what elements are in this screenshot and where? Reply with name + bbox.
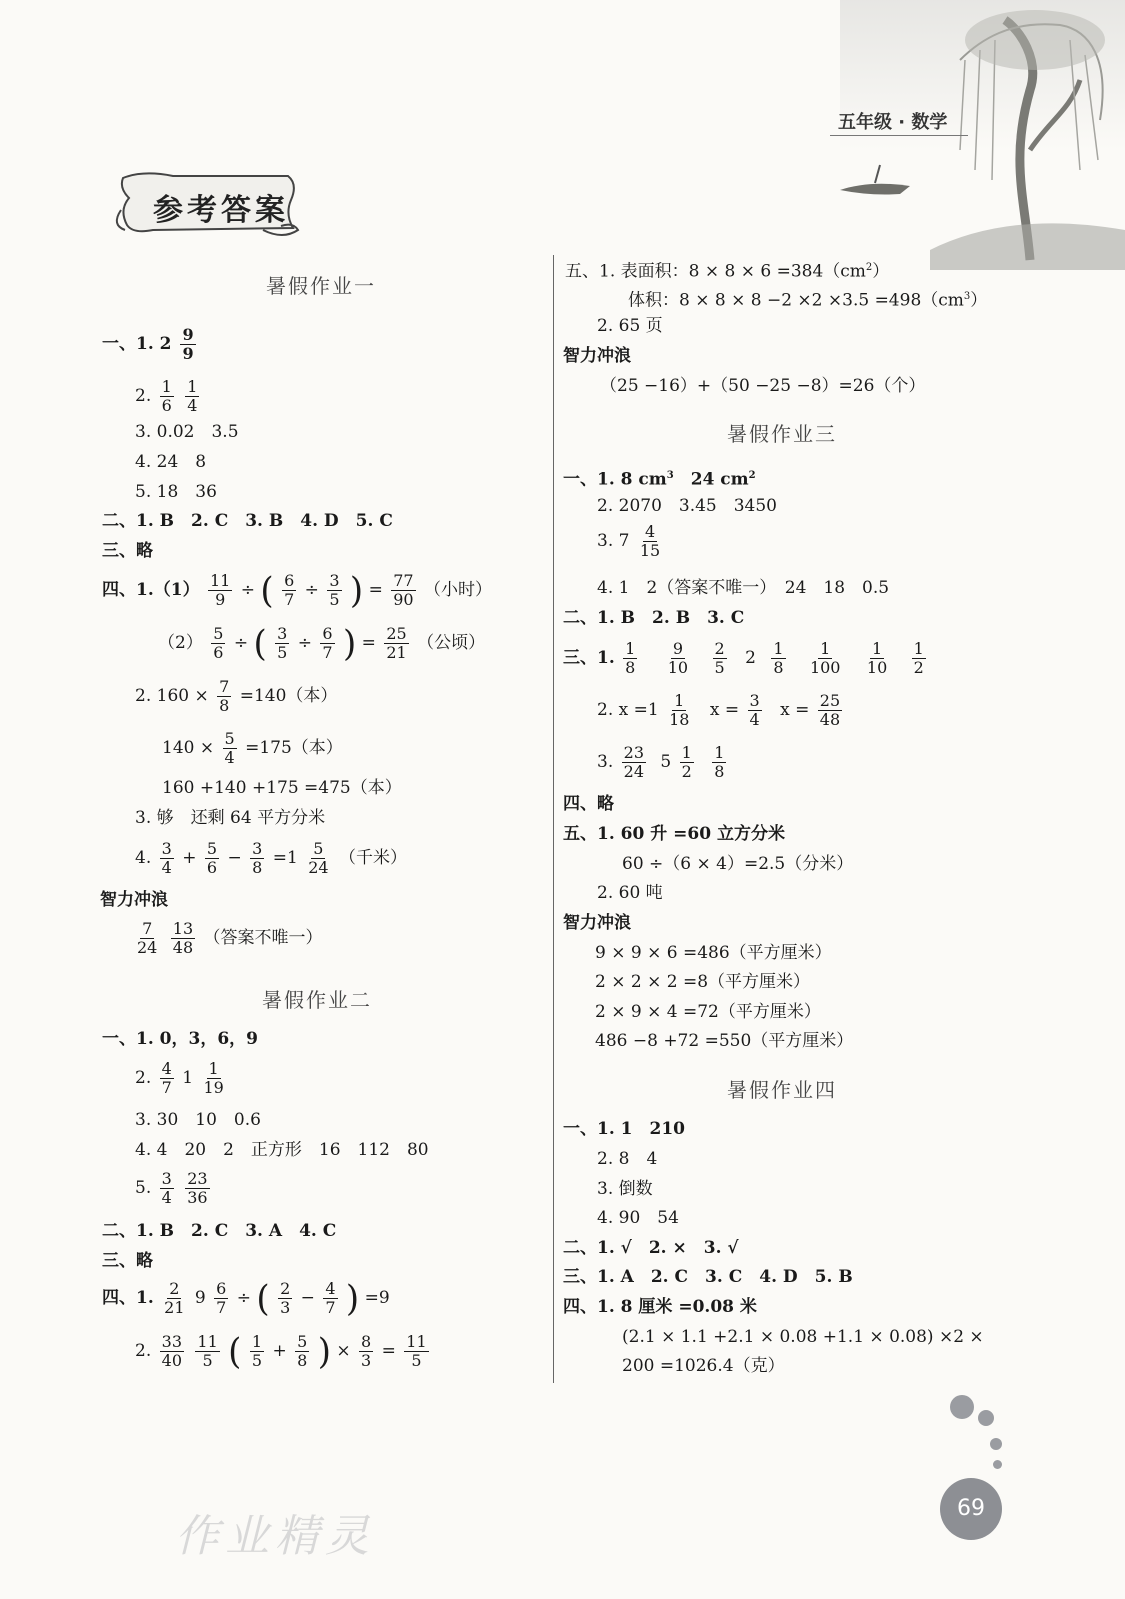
- right-paren: ): [317, 1330, 331, 1373]
- fraction: [666, 640, 690, 677]
- denominator: 8: [252, 858, 263, 877]
- numerator: 3: [252, 839, 263, 858]
- numerator: 6: [284, 571, 295, 590]
- answer-line: 2. 2070 3.45 3450: [597, 496, 778, 516]
- answer-line: 一、1. 0，3，6，9: [102, 1029, 258, 1049]
- label: 4.: [135, 848, 152, 868]
- fraction: [211, 625, 225, 662]
- fraction: [275, 625, 289, 662]
- denominator: 9: [215, 590, 226, 609]
- denominator: 4: [161, 1188, 172, 1207]
- section-title-1: 暑假作业一: [266, 274, 376, 298]
- subject-header: 五年级 · 数学: [838, 112, 948, 133]
- fraction: [384, 625, 408, 662]
- denominator: 2: [913, 658, 924, 677]
- numerator: 1: [714, 743, 725, 762]
- value: 2: [159, 334, 172, 354]
- label: 3.: [597, 752, 614, 772]
- fraction: [160, 1060, 174, 1097]
- answer-line: [563, 464, 756, 492]
- label: 一、1.: [102, 334, 154, 354]
- answer-line: 3. 30 10 0.6: [135, 1110, 261, 1130]
- denominator: 7: [216, 1298, 227, 1317]
- operator: ÷: [233, 633, 249, 653]
- fraction: [160, 840, 174, 877]
- fraction: [217, 678, 231, 715]
- fraction: [160, 1333, 184, 1370]
- left-paren: (: [260, 569, 274, 612]
- denominator: 19: [203, 1078, 224, 1097]
- operator: +: [272, 1341, 287, 1361]
- note: （答案不唯一）: [203, 928, 323, 948]
- fraction: [185, 1170, 209, 1207]
- numerator: 5: [206, 839, 218, 858]
- answer-line: 二、1. √ 2. × 3. √: [563, 1238, 739, 1258]
- decor-dot: [990, 1438, 1002, 1450]
- numerator: 6: [216, 1279, 227, 1298]
- value: 1: [182, 1068, 194, 1088]
- denominator: 4: [161, 858, 172, 877]
- decor-dot: [950, 1395, 974, 1419]
- numerator: 13: [172, 919, 194, 938]
- fraction: [160, 1170, 174, 1207]
- fraction: [205, 840, 219, 877]
- label: 2. 160 ×: [135, 686, 209, 706]
- fraction: [327, 572, 341, 609]
- text: 体积：8 × 8 × 8 −2 ×2 ×3.5 =498（cm: [628, 290, 964, 311]
- fraction: [223, 730, 237, 767]
- numerator: 23: [623, 743, 644, 762]
- section-subtitle: 智力冲浪: [563, 913, 631, 933]
- fraction: [214, 1280, 228, 1317]
- denominator: 48: [172, 938, 194, 957]
- answer-line: 4. 90 54: [597, 1208, 679, 1228]
- text: ）: [872, 261, 890, 282]
- answer-line: [597, 523, 665, 560]
- watermark: 作业精灵: [175, 1511, 375, 1562]
- fraction: [282, 572, 296, 609]
- numerator: 6: [322, 624, 333, 643]
- section-title-2: 暑假作业二: [262, 988, 372, 1012]
- label: 四、1.: [102, 1288, 154, 1308]
- text: 五、1. 表面积：8 × 8 × 6 =384（cm: [565, 261, 866, 282]
- result: =140（本）: [239, 686, 338, 706]
- answer-line: 二、1. B 2. C 3. A 4. C: [102, 1221, 337, 1241]
- numerator: 1: [681, 743, 692, 762]
- numerator: 2: [714, 639, 725, 658]
- fraction: [818, 692, 842, 729]
- operator: ÷: [236, 1288, 251, 1308]
- answer-line: 200 =1026.4（克）: [622, 1356, 785, 1376]
- section-subtitle: 智力冲浪: [563, 346, 631, 366]
- section-title-4: 暑假作业四: [727, 1078, 837, 1102]
- denominator: 18: [669, 710, 690, 729]
- denominator: 5: [411, 1351, 422, 1370]
- left-paren: (: [253, 622, 267, 665]
- numerator: 3: [161, 839, 172, 858]
- denominator: 4: [187, 396, 198, 415]
- answer-line: 3. 0.02 3.5: [135, 422, 239, 442]
- answer-line: 60 ÷（6 × 4）=2.5（分米）: [622, 854, 854, 874]
- right-paren: ): [345, 1277, 360, 1320]
- operator: ÷: [304, 580, 319, 600]
- unit: （公顷）: [417, 633, 486, 653]
- numerator: 4: [644, 522, 656, 541]
- value: 9: [194, 1288, 206, 1308]
- numerator: 5: [297, 1332, 308, 1351]
- numerator: 9: [182, 325, 194, 344]
- answer-line: 一、1. 1 210: [563, 1119, 685, 1139]
- fraction: [712, 744, 726, 781]
- answer-line: 二、1. B 2. B 3. C: [563, 608, 745, 628]
- fraction: [748, 692, 762, 729]
- denominator: 10: [866, 658, 888, 677]
- fraction: [680, 744, 694, 781]
- numerator: 1: [251, 1332, 263, 1351]
- operator: ÷: [297, 633, 312, 653]
- denominator: 7: [284, 590, 295, 609]
- numerator: 11: [406, 1332, 427, 1351]
- denominator: 21: [386, 643, 407, 662]
- operator: ÷: [240, 580, 255, 600]
- label: 2. x =1: [597, 700, 659, 720]
- answer-line: [135, 840, 407, 877]
- fraction: [667, 692, 691, 729]
- denominator: 10: [667, 658, 689, 677]
- denominator: 8: [625, 658, 636, 677]
- answer-line: [597, 744, 729, 781]
- numerator: 7: [219, 677, 230, 696]
- answer-line: 2. 60 吨: [597, 883, 663, 903]
- numerator: 4: [325, 1279, 336, 1298]
- unit: （小时）: [424, 580, 493, 600]
- numerator: 5: [313, 839, 324, 858]
- page-number: 69: [940, 1478, 1002, 1540]
- denominator: 9: [182, 344, 194, 363]
- denominator: 5: [329, 590, 340, 609]
- answer-line: [135, 1060, 229, 1097]
- numerator: 1: [871, 639, 883, 658]
- fraction: [162, 1280, 186, 1317]
- result: =175（本）: [245, 738, 343, 758]
- denominator: 2: [681, 762, 692, 781]
- denominator: 4: [224, 748, 235, 767]
- label: 三、1.: [563, 648, 615, 668]
- denominator: 7: [161, 1078, 172, 1097]
- fraction: [208, 572, 232, 609]
- denominator: 8: [297, 1351, 308, 1370]
- denominator: 3: [280, 1298, 291, 1317]
- section-title-3: 暑假作业三: [727, 422, 837, 446]
- label: （2）: [158, 633, 203, 653]
- numerator: 2: [280, 1279, 291, 1298]
- unit: （千米）: [338, 848, 407, 868]
- label: 四、1.（1）: [102, 580, 200, 600]
- fraction: [623, 640, 637, 677]
- fraction: [391, 572, 415, 609]
- superscript: 2: [748, 470, 756, 481]
- answer-line: 四、略: [563, 794, 614, 814]
- label: 3. 7: [597, 531, 630, 551]
- numerator: 9: [672, 639, 684, 658]
- denominator: 24: [137, 938, 158, 957]
- answer-line: [102, 1277, 390, 1320]
- label: 140 ×: [162, 738, 215, 758]
- numerator: 11: [197, 1332, 218, 1351]
- banner-title: 参考答案: [153, 193, 289, 228]
- answer-line: 5. 18 36: [135, 482, 217, 502]
- denominator: 8: [773, 658, 784, 677]
- superscript: 3: [666, 470, 674, 481]
- denominator: 24: [308, 858, 329, 877]
- decor-dot: [993, 1460, 1002, 1469]
- denominator: 7: [325, 1298, 336, 1317]
- text: x =: [709, 700, 740, 720]
- fraction: [171, 920, 195, 957]
- denominator: 3: [361, 1351, 372, 1370]
- denominator: 24: [623, 762, 644, 781]
- denominator: 21: [164, 1298, 185, 1317]
- denominator: 5: [202, 1351, 213, 1370]
- numerator: 1: [820, 639, 831, 658]
- operator: =: [368, 580, 383, 600]
- label: 2.: [135, 1068, 152, 1088]
- answer-line: [628, 285, 987, 313]
- answer-line: 三、1. A 2. C 3. C 4. D 5. B: [563, 1267, 853, 1287]
- answer-line: 4. 24 8: [135, 452, 207, 472]
- fraction: [771, 640, 785, 677]
- left-paren: (: [228, 1330, 242, 1373]
- denominator: 5: [277, 643, 288, 662]
- answer-line: 486 −8 +72 =550（平方厘米）: [595, 1031, 854, 1051]
- denominator: 48: [819, 710, 841, 729]
- fraction: [320, 625, 334, 662]
- denominator: 100: [809, 658, 841, 677]
- answer-line: [102, 569, 493, 612]
- fraction: [250, 1333, 264, 1370]
- answer-banner: [113, 170, 303, 240]
- value: 2: [745, 648, 756, 668]
- fraction: [404, 1333, 428, 1370]
- answer-line: [132, 920, 323, 957]
- denominator: 36: [187, 1188, 208, 1207]
- answer-line: 2. 8 4: [597, 1149, 658, 1169]
- numerator: 77: [393, 571, 414, 590]
- numerator: 25: [819, 691, 841, 710]
- numerator: 5: [224, 729, 235, 748]
- text: ）: [970, 290, 988, 311]
- header-rule: [830, 135, 968, 136]
- answer-line: 9 × 9 × 6 =486（平方厘米）: [595, 943, 832, 963]
- answer-line: [135, 1170, 213, 1207]
- denominator: 4: [749, 710, 760, 729]
- answer-line: 2 × 2 × 2 =8（平方厘米）: [595, 972, 811, 992]
- fraction: [359, 1333, 373, 1370]
- label: 2.: [135, 1341, 152, 1361]
- fraction: [622, 744, 646, 781]
- answer-line: [565, 256, 889, 284]
- numerator: 1: [187, 377, 198, 396]
- decor-dot: [978, 1410, 994, 1426]
- numerator: 23: [187, 1169, 208, 1188]
- numerator: 5: [213, 624, 224, 643]
- text: x =: [780, 700, 810, 720]
- numerator: 1: [773, 639, 784, 658]
- fraction: [912, 640, 926, 677]
- answer-line: [162, 730, 343, 767]
- text: 24 cm: [673, 469, 749, 490]
- fraction: [278, 1280, 292, 1317]
- fraction: [295, 1333, 309, 1370]
- answer-line: 二、1. B 2. C 3. B 4. D 5. C: [102, 511, 393, 531]
- superscript: 2: [865, 262, 873, 273]
- numerator: 2: [169, 1279, 180, 1298]
- denominator: 5: [714, 658, 725, 677]
- fraction: [306, 840, 330, 877]
- denominator: 6: [161, 396, 172, 415]
- answer-line: 4. 1 2（答案不唯一） 24 18 0.5: [597, 578, 890, 598]
- numerator: 1: [913, 639, 924, 658]
- answer-line: [597, 692, 845, 729]
- numerator: 3: [277, 624, 288, 643]
- fraction: [160, 378, 174, 415]
- answer-line: 2. 65 页: [597, 316, 663, 336]
- result: =9: [364, 1288, 390, 1308]
- numerator: 1: [625, 639, 636, 658]
- text: 一、1. 8 cm: [563, 469, 667, 490]
- value: 5: [660, 752, 672, 772]
- numerator: 3: [749, 691, 760, 710]
- fraction: [250, 840, 264, 877]
- numerator: 33: [161, 1332, 182, 1351]
- superscript: 3: [963, 291, 971, 302]
- operator: −: [227, 848, 242, 868]
- numerator: 3: [161, 1169, 172, 1188]
- operator: ×: [336, 1341, 351, 1361]
- answer-line: (2.1 × 1.1 +2.1 × 0.08 +1.1 × 0.08) ×2 ×: [622, 1327, 984, 1347]
- right-paren: ): [343, 622, 357, 665]
- answer-line: [102, 326, 199, 363]
- denominator: 15: [639, 541, 661, 560]
- numerator: 1: [674, 691, 685, 710]
- denominator: 40: [161, 1351, 182, 1370]
- answer-line: [135, 1330, 432, 1373]
- denominator: 6: [213, 643, 224, 662]
- denominator: 7: [322, 643, 333, 662]
- answer-line: 4. 4 20 2 正方形 16 112 80: [135, 1140, 429, 1160]
- numerator: 7: [142, 919, 153, 938]
- fraction: [865, 640, 889, 677]
- denominator: 8: [219, 696, 230, 715]
- fraction: [638, 523, 662, 560]
- denominator: 90: [393, 590, 414, 609]
- answer-line: 3. 够 还剩 64 平方分米: [135, 808, 326, 828]
- answer-line: 五、1. 60 升 =60 立方分米: [563, 824, 785, 844]
- answer-line: [135, 678, 337, 715]
- numerator: 4: [161, 1059, 172, 1078]
- fraction: [180, 326, 195, 363]
- answer-line: 三、略: [102, 541, 153, 561]
- fraction: [713, 640, 727, 677]
- answer-line: [135, 378, 202, 415]
- answer-line: 2 × 9 × 4 =72（平方厘米）: [595, 1002, 821, 1022]
- numerator: 25: [386, 624, 407, 643]
- answer-line: 三、略: [102, 1251, 153, 1271]
- fraction: [185, 378, 199, 415]
- operator: =: [361, 633, 376, 653]
- numerator: 8: [361, 1332, 372, 1351]
- denominator: 8: [714, 762, 725, 781]
- label: 2.: [135, 386, 152, 406]
- fraction: [135, 920, 159, 957]
- operator: +: [182, 848, 197, 868]
- numerator: 3: [329, 571, 340, 590]
- answer-line: 3. 倒数: [597, 1179, 653, 1199]
- label: 5.: [135, 1178, 152, 1198]
- right-paren: ): [349, 569, 364, 612]
- fraction: [195, 1333, 219, 1370]
- answer-line: （25 −16）+（50 −25 −8）=26（个）: [600, 376, 926, 396]
- section-subtitle: 智力冲浪: [100, 890, 168, 910]
- operator: =1: [272, 848, 298, 868]
- denominator: 6: [206, 858, 218, 877]
- numerator: 11: [209, 571, 231, 590]
- answer-line: [563, 640, 929, 677]
- operator: =: [381, 1341, 396, 1361]
- fraction: [201, 1060, 225, 1097]
- numerator: 1: [161, 377, 172, 396]
- answer-line: 160 +140 +175 =475（本）: [162, 778, 402, 798]
- answer-line: [158, 622, 486, 665]
- answer-line: 四、1. 8 厘米 =0.08 米: [563, 1297, 757, 1317]
- column-divider: [553, 255, 554, 1383]
- fraction: [323, 1280, 337, 1317]
- numerator: 1: [208, 1059, 219, 1078]
- denominator: 5: [251, 1351, 263, 1370]
- left-paren: (: [256, 1277, 270, 1320]
- fraction: [808, 640, 843, 677]
- operator: −: [300, 1288, 315, 1308]
